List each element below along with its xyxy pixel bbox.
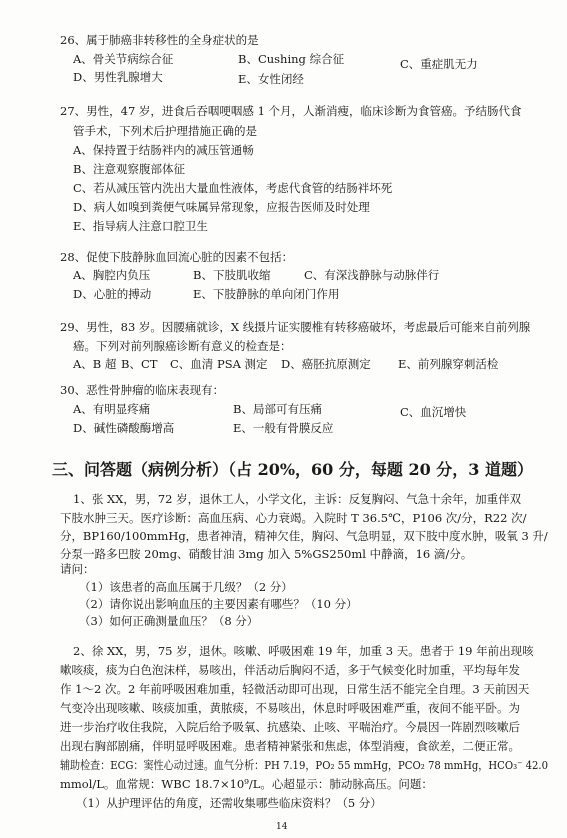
q27-option-b: B、注意观察腹部体征 (73, 162, 185, 176)
q27-option-d: D、病人如嗅到粪便气味属异常现象，应报告医师及时处理 (73, 200, 370, 214)
case1-question: （3）如何正确测量血压？（8 分） (79, 614, 259, 628)
case2-line: mmol/L。血常规：WBC 18.7×10⁹/L。心超显示：肺动脉高压。问题： (60, 777, 433, 791)
q29-stem-line1: 29、男性，83 岁。因腰痛就诊，X 线摄片证实腰椎有转移癌破坏，考虑最后可能来自前列腺 (60, 320, 531, 334)
q27-option-a: A、保持置于结肠袢内的减压管通畅 (73, 143, 254, 157)
q29-stem-line2: 癌。下列对前列腺癌诊断有意义的检查是： (73, 339, 292, 353)
q27-stem-line2: 管手术，下列术后护理措施正确的是 (73, 124, 257, 138)
q28-option-c: C、有深浅静脉与动脉伴行 (304, 268, 440, 282)
case2-line: 气变冷出现咳嗽、咳痰加重，黄脓痰，不易咳出，休息时呼吸困难严重，夜间不能平卧。为 (60, 701, 520, 715)
case1-line: 下肢水肿三天。医疗诊断：高血压病、心力衰竭。入院时 T 36.5℃，P106 次/分，R22 次/ (60, 511, 527, 525)
page-number: 14 (276, 822, 288, 832)
case1-line: 分泵一路多巴胺 20mg、硝酸甘油 3mg 加入 5%GS250ml 中静滴，16 滴/分。 (60, 547, 473, 561)
q27-option-e: E、指导病人注意口腔卫生 (73, 219, 208, 233)
case1-question: （2）请你说出影响血压的主要因素有哪些？（10 分） (79, 597, 358, 611)
q28-stem: 28、促使下肢静脉血回流心脏的因素不包括： (60, 250, 294, 264)
q30-option-e: E、一般有骨膜反应 (233, 421, 334, 435)
q30-option-c: C、血沉增快 (400, 405, 467, 419)
case2-line: 作 1～2 次。2 年前呼吸困难加重，轻微活动即可出现，日常生活不能完全自理。3 天前因天 (60, 682, 530, 696)
q29-option-a: A、B 超 (73, 357, 117, 371)
q27-option-c: C、若从减压管内洗出大量血性液体，考虑代食管的结肠袢坏死 (73, 181, 393, 195)
q29-option-b: B、CT (121, 357, 158, 371)
q29-option-e: E、前列腺穿刺活检 (398, 357, 499, 371)
q29-option-c: C、血清 PSA 测定 (170, 357, 268, 371)
q26-stem: 26、属于肺癌非转移性的全身症状的是 (60, 33, 259, 47)
q26-option-b: B、Cushing 综合征 (238, 52, 345, 66)
case1-line: 分，BP160/100mmHg，患者神清，精神欠佳，胸闷、气急明显，双下肢中度水肿，吸氧 3 升/ (60, 529, 548, 543)
q30-option-b: B、局部可有压痛 (233, 402, 322, 416)
case1-question: （1）该患者的高血压属于几级？（2 分） (79, 580, 293, 594)
q29-option-d: D、癌胚抗原测定 (281, 357, 371, 371)
section-heading: 三、问答题（病例分析）（占 20%，60 分，每题 20 分，3 道题） (52, 460, 533, 479)
q26-option-d: D、男性乳腺增大 (73, 70, 163, 84)
q26-option-e: E、女性闭经 (238, 72, 304, 86)
case2-line: 辅助检查：ECG：窦性心动过速。血气分析：PH 7.19，PO₂ 55 mmHg，PCO₂ 78 mmHg，HCO₃⁻ 42.0 (60, 758, 549, 772)
q28-option-a: A、胸腔内负压 (73, 268, 151, 282)
q30-option-a: A、有明显疼痛 (73, 402, 151, 416)
case2-question: （1）从护理评估的角度，还需收集哪些临床资料？（5 分） (76, 796, 382, 810)
q26-option-a: A、骨关节病综合征 (73, 52, 174, 66)
case2-line: 进一步治疗收住我院，入院后给予吸氧、抗感染、止咳、平喘治疗。今晨因一阵剧烈咳嗽后 (60, 720, 520, 734)
case2-line: 出现右胸部剧痛，伴明显呼吸困难。患者精神紧张和焦虑，体型消瘦，食欲差，二便正常。 (60, 739, 520, 753)
q26-option-c: C、重症肌无力 (400, 57, 478, 71)
q30-option-d: D、碱性磷酸酶增高 (73, 421, 175, 435)
case2-line: 嗽咳痰，痰为白色泡沫样，易咳出，伴活动后胸闷不适，多于气候变化时加重，平均每年发 (60, 663, 520, 677)
case1-line: 1、张 XX，男，72 岁，退休工人，小学文化，主诉：反复胸闷、气急十余年，加重伴双 (73, 492, 522, 506)
q27-stem-line1: 27、男性，47 岁，进食后吞咽哽咽感 1 个月，人渐消瘦，临床诊断为食管癌。予结肠代食 (60, 104, 522, 118)
case1-ask: 请问： (60, 562, 95, 576)
q28-option-d: D、心脏的搏动 (73, 287, 152, 301)
case2-line: 2、徐 XX，男，75 岁，退休。咳嗽、呼吸困难 19 年，加重 3 天。患者于 19 年前出现咳 (73, 644, 534, 658)
q28-option-e: E、下肢静脉的单向闭门作用 (193, 287, 340, 301)
q30-stem: 30、恶性骨肿瘤的临床表现有： (60, 383, 225, 397)
q28-option-b: B、下肢肌收缩 (193, 268, 271, 282)
